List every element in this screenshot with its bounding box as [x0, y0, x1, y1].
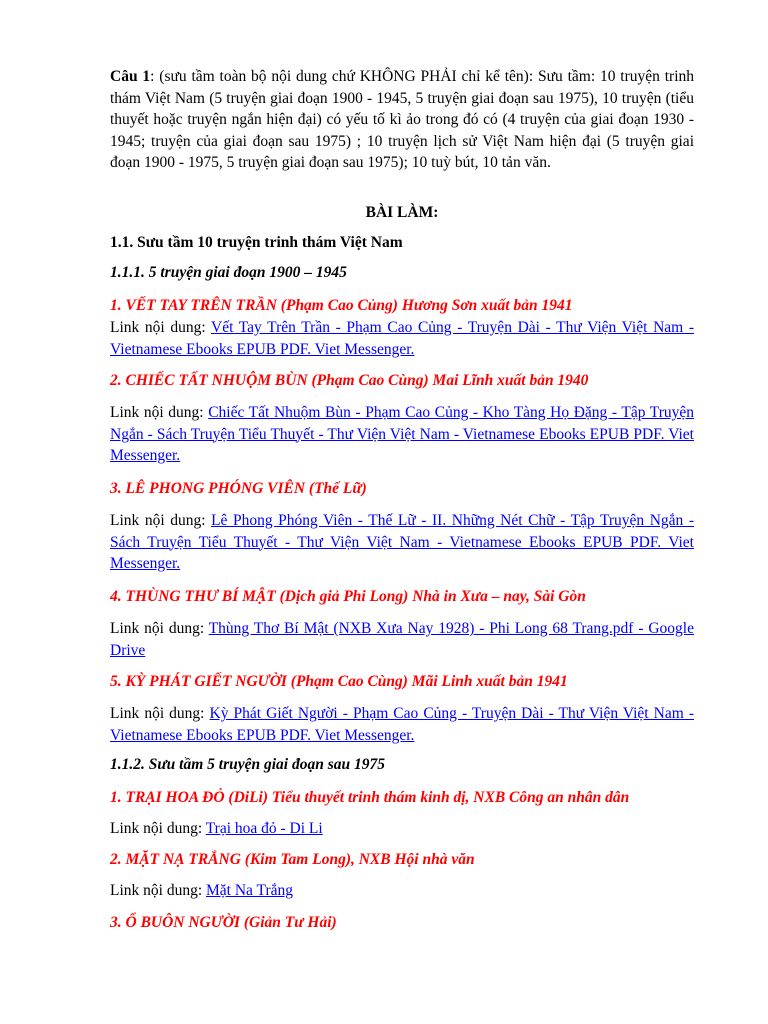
story-title: 2. MẶT NẠ TRẮNG (Kim Tam Long), NXB Hội nhà văn	[110, 851, 475, 868]
subsection-heading-1900-1945: 1.1.1. 5 truyện giai đoạn 1900 – 1945	[110, 264, 347, 281]
story-link[interactable]: Kỳ Phát Giết Người - Phạm Cao Củng - Truyện Dài - Thư Viện Việt Nam - Vietnamese Ebooks EPUB PDF. Viet Messenger.	[110, 705, 694, 744]
link-paragraph	[110, 402, 694, 467]
link-paragraph	[110, 818, 694, 840]
story-link[interactable]: Trại hoa đỏ - Di Li	[205, 820, 323, 837]
story-link[interactable]: Thùng Thơ Bí Mật (NXB Xưa Nay 1928) - Phi Long 68 Trang.pdf - Google Drive	[110, 620, 694, 659]
question-text: : (sưu tầm toàn bộ nội dung chứ KHÔNG PHẢI chỉ kể tên): Sưu tầm: 10 truyện trinh thám Việt Nam (5 truyện giai đoạn 1900 - 1945, 5 truyện giai đoạn sau 1975), 10 truyện (tiểu thuyết hoặc truyện ngắn hiện đại) có yếu tố kì ảo trong đó có (4 truyện của giai đoạn 1930 - 1945; truyện của giai đoạn sau 1975) ; 10 truyện lịch sử Việt Nam hiện đại (5 truyện giai đoạn 1900 - 1975, 5 truyện giai đoạn sau 1975); 10 tuỳ bút, 10 tản văn.	[110, 68, 694, 171]
story-title: 3. LÊ PHONG PHÓNG VIÊN (Thế Lữ)	[110, 480, 367, 497]
subsection-heading-after-1975: 1.1.2. Sưu tầm 5 truyện giai đoạn sau 1975	[110, 756, 385, 773]
link-label: Link nội dung:	[110, 820, 206, 837]
story-title: 1. TRẠI HOA ĐỎ (DiLi) Tiểu thuyết trinh thám kinh dị, NXB Công an nhân dân	[110, 789, 630, 806]
link-label: Link nội dung:	[110, 512, 212, 529]
link-label: Link nội dung:	[110, 319, 212, 336]
story-link[interactable]: Mặt Na Trắng	[206, 882, 293, 899]
story-title: 4. THÙNG THƯ BÍ MẬT (Dịch giả Phi Long) Nhà in Xưa – nay, Sài Gòn	[110, 588, 586, 605]
link-label: Link nội dung:	[110, 404, 209, 421]
story-link[interactable]: Vết Tay Trên Trần - Phạm Cao Củng - Truyện Dài - Thư Viện Việt Nam - Vietnamese Ebooks EPUB PDF. Viet Messenger.	[110, 319, 695, 358]
question-paragraph	[110, 66, 694, 174]
link-paragraph	[110, 618, 694, 661]
link-paragraph	[110, 510, 694, 575]
section-heading: 1.1. Sưu tầm 10 truyện trinh thám Việt Nam	[110, 234, 403, 251]
link-label: Link nội dung:	[110, 620, 209, 637]
link-paragraph	[110, 703, 694, 746]
story-title: 1. VẾT TAY TRÊN TRẦN (Phạm Cao Củng) Hương Sơn xuất bản 1941	[110, 297, 573, 314]
story-link[interactable]: Chiếc Tất Nhuộm Bùn - Phạm Cao Củng - Kho Tàng Họ Đặng - Tập Truyện Ngắn - Sách Truyện Tiểu Thuyết - Thư Viện Việt Nam - Vietnamese Ebooks EPUB PDF. Viet Messenger.	[110, 404, 694, 464]
story-title: 2. CHIẾC TẤT NHUỘM BÙN (Phạm Cao Cùng) Mai Lĩnh xuất bản 1940	[110, 372, 589, 389]
story-title: 3. Ổ BUÔN NGƯỜI (Giản Tư Hải)	[110, 914, 337, 931]
story-title: 5. KỲ PHÁT GIẾT NGƯỜI (Phạm Cao Cùng) Mãi Linh xuất bản 1941	[110, 673, 568, 690]
link-paragraph	[110, 880, 694, 902]
answer-heading: BÀI LÀM:	[365, 204, 439, 221]
story-link[interactable]: Lê Phong Phóng Viên - Thế Lữ - II. Những Nét Chữ - Tập Truyện Ngắn - Sách Truyện Tiểu Thuyết - Thư Viện Việt Nam - Vietnamese Ebooks EPUB PDF. Viet Messenger.	[110, 512, 695, 572]
link-label: Link nội dung:	[110, 705, 210, 722]
link-label: Link nội dung:	[110, 882, 207, 899]
link-paragraph	[110, 317, 694, 360]
question-label: Câu 1	[110, 68, 151, 85]
